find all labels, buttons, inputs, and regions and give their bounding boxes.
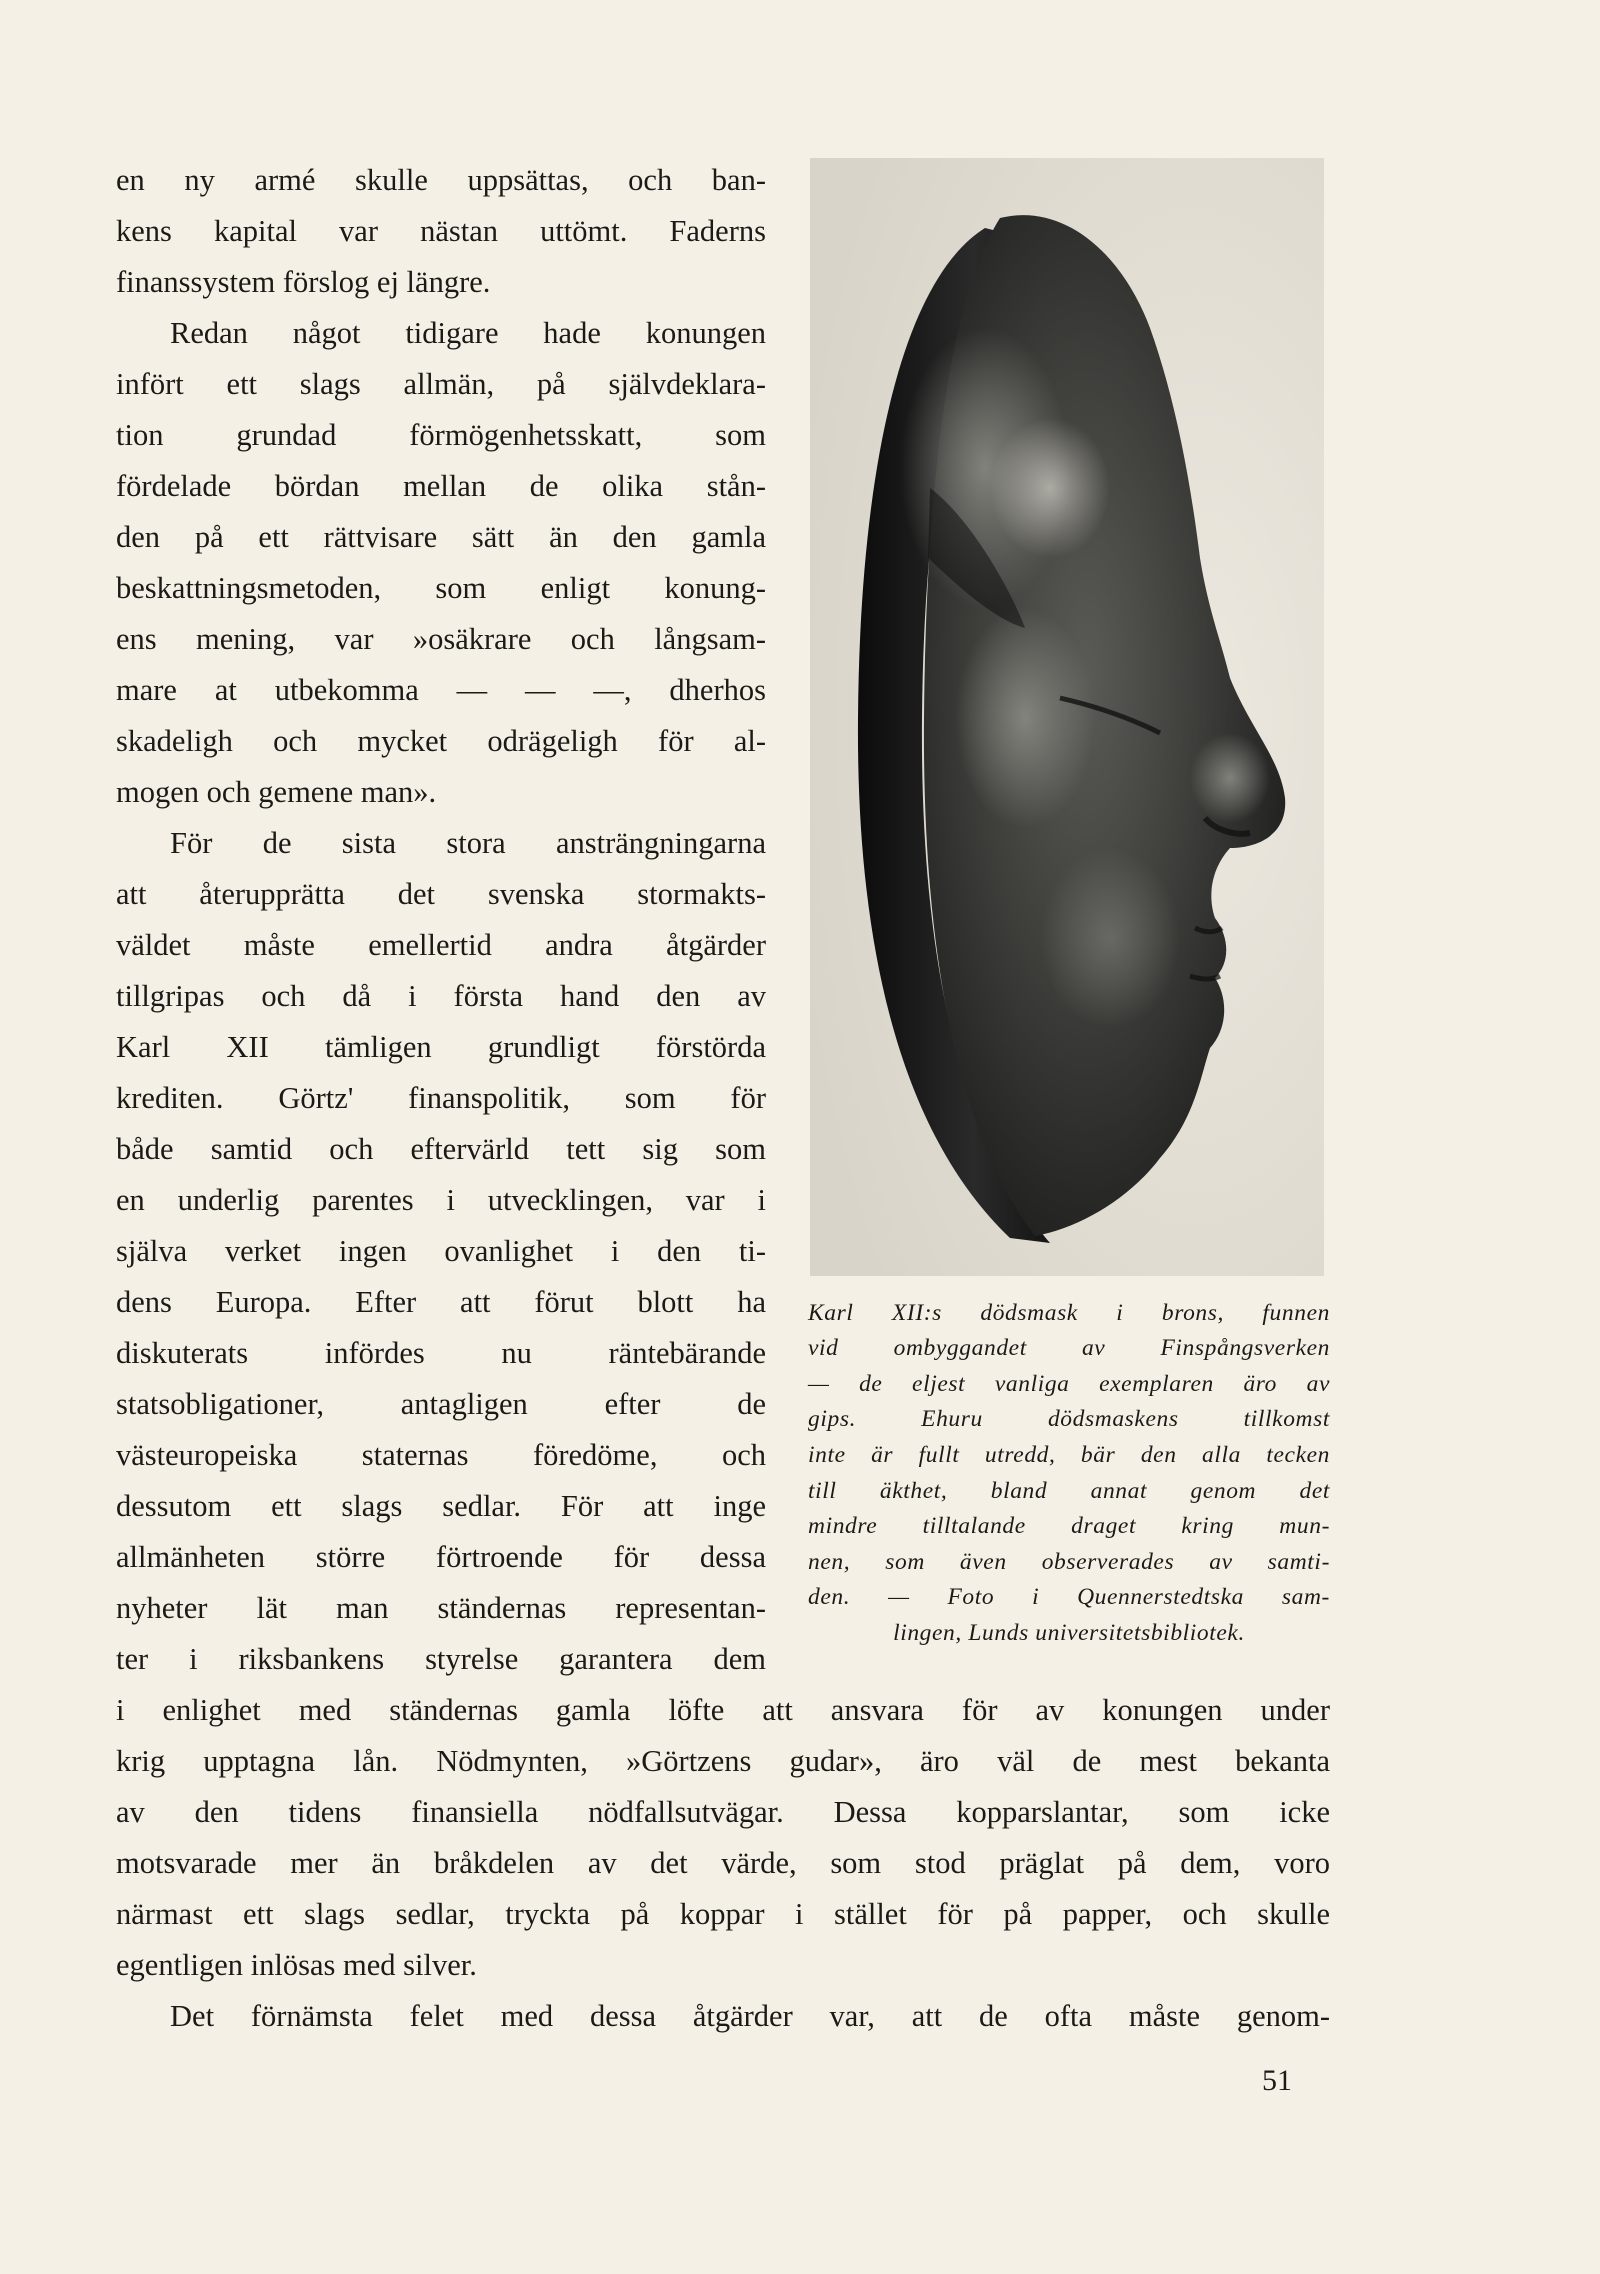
- body-line: krediten. Görtz' finanspolitik, som för: [116, 1081, 766, 1115]
- death-mask-photo: [810, 158, 1324, 1276]
- body-line: motsvarade mer än bråkdelen av det värde, som stod präglat på dem, voro: [116, 1846, 1330, 1880]
- body-line: Redan något tidigare hade konungen: [170, 316, 766, 350]
- body-line: att återupprätta det svenska stormakts-: [116, 877, 766, 911]
- caption-line: mindre tilltalande draget kring mun-: [808, 1513, 1330, 1539]
- body-line: beskattningsmetoden, som enligt konung-: [116, 571, 766, 605]
- caption-line: gips. Ehuru dödsmaskens tillkomst: [808, 1406, 1330, 1432]
- body-line: allmänheten större förtroende för dessa: [116, 1540, 766, 1574]
- caption-line: vid ombyggandet av Finspångsverken: [808, 1335, 1330, 1361]
- body-line: både samtid och eftervärld tett sig som: [116, 1132, 766, 1166]
- caption-line: till äkthet, bland annat genom det: [808, 1478, 1330, 1504]
- body-line: ter i riksbankens styrelse garantera dem: [116, 1642, 766, 1676]
- body-line: fördelade bördan mellan de olika stån-: [116, 469, 766, 503]
- body-line: För de sista stora ansträngningarna: [170, 826, 766, 860]
- body-line: finanssystem förslog ej längre.: [116, 265, 491, 299]
- body-line: egentligen inlösas med silver.: [116, 1948, 477, 1982]
- body-line: statsobligationer, antagligen efter de: [116, 1387, 766, 1421]
- body-line: närmast ett slags sedlar, tryckta på koppar i stället för på papper, och skulle: [116, 1897, 1330, 1931]
- body-line: en ny armé skulle uppsättas, och ban-: [116, 163, 766, 197]
- death-mask-image: [810, 158, 1324, 1276]
- body-line: själva verket ingen ovanlighet i den ti-: [116, 1234, 766, 1268]
- body-line: av den tidens finansiella nödfallsutvägar. Dessa kopparslantar, som icke: [116, 1795, 1330, 1829]
- page-number: 51: [1262, 2064, 1292, 2097]
- caption-line: den. — Foto i Quennerstedtska sam-: [808, 1584, 1330, 1610]
- caption-line: inte är fullt utredd, bär den alla tecken: [808, 1442, 1330, 1468]
- body-line: mogen och gemene man».: [116, 775, 437, 809]
- body-line: i enlighet med ständernas gamla löfte att ansvara för av konungen under: [116, 1693, 1330, 1727]
- body-line: mare at utbekomma — — —, dherhos: [116, 673, 766, 707]
- caption-line: lingen, Lunds universitetsbibliotek.: [893, 1620, 1245, 1646]
- body-line: kens kapital var nästan uttömt. Faderns: [116, 214, 766, 248]
- body-line: Karl XII tämligen grundligt förstörda: [116, 1030, 766, 1064]
- body-line: dessutom ett slags sedlar. För att inge: [116, 1489, 766, 1523]
- body-line: den på ett rättvisare sätt än den gamla: [116, 520, 766, 554]
- body-line: tion grundad förmögenhetsskatt, som: [116, 418, 766, 452]
- body-line: ens mening, var »osäkrare och långsam-: [116, 622, 766, 656]
- caption-line: nen, som även observerades av samti-: [808, 1549, 1330, 1575]
- body-line: västeuropeiska staternas föredöme, och: [116, 1438, 766, 1472]
- body-line: krig upptagna lån. Nödmynten, »Görtzens gudar», äro väl de mest bekanta: [116, 1744, 1330, 1778]
- body-line: infört ett slags allmän, på självdeklara-: [116, 367, 766, 401]
- body-line: diskuterats infördes nu räntebärande: [116, 1336, 766, 1370]
- body-line: skadeligh och mycket odrägeligh för al-: [116, 724, 766, 758]
- body-line: dens Europa. Efter att förut blott ha: [116, 1285, 766, 1319]
- caption-line: Karl XII:s dödsmask i brons, funnen: [808, 1300, 1330, 1326]
- body-line: tillgripas och då i första hand den av: [116, 979, 766, 1013]
- caption-line: — de eljest vanliga exemplaren äro av: [808, 1371, 1330, 1397]
- body-line: nyheter lät man ständernas representan-: [116, 1591, 766, 1625]
- body-line: en underlig parentes i utvecklingen, var i: [116, 1183, 766, 1217]
- body-line: väldet måste emellertid andra åtgärder: [116, 928, 766, 962]
- body-line: Det förnämsta felet med dessa åtgärder var, att de ofta måste genom-: [170, 1999, 1330, 2033]
